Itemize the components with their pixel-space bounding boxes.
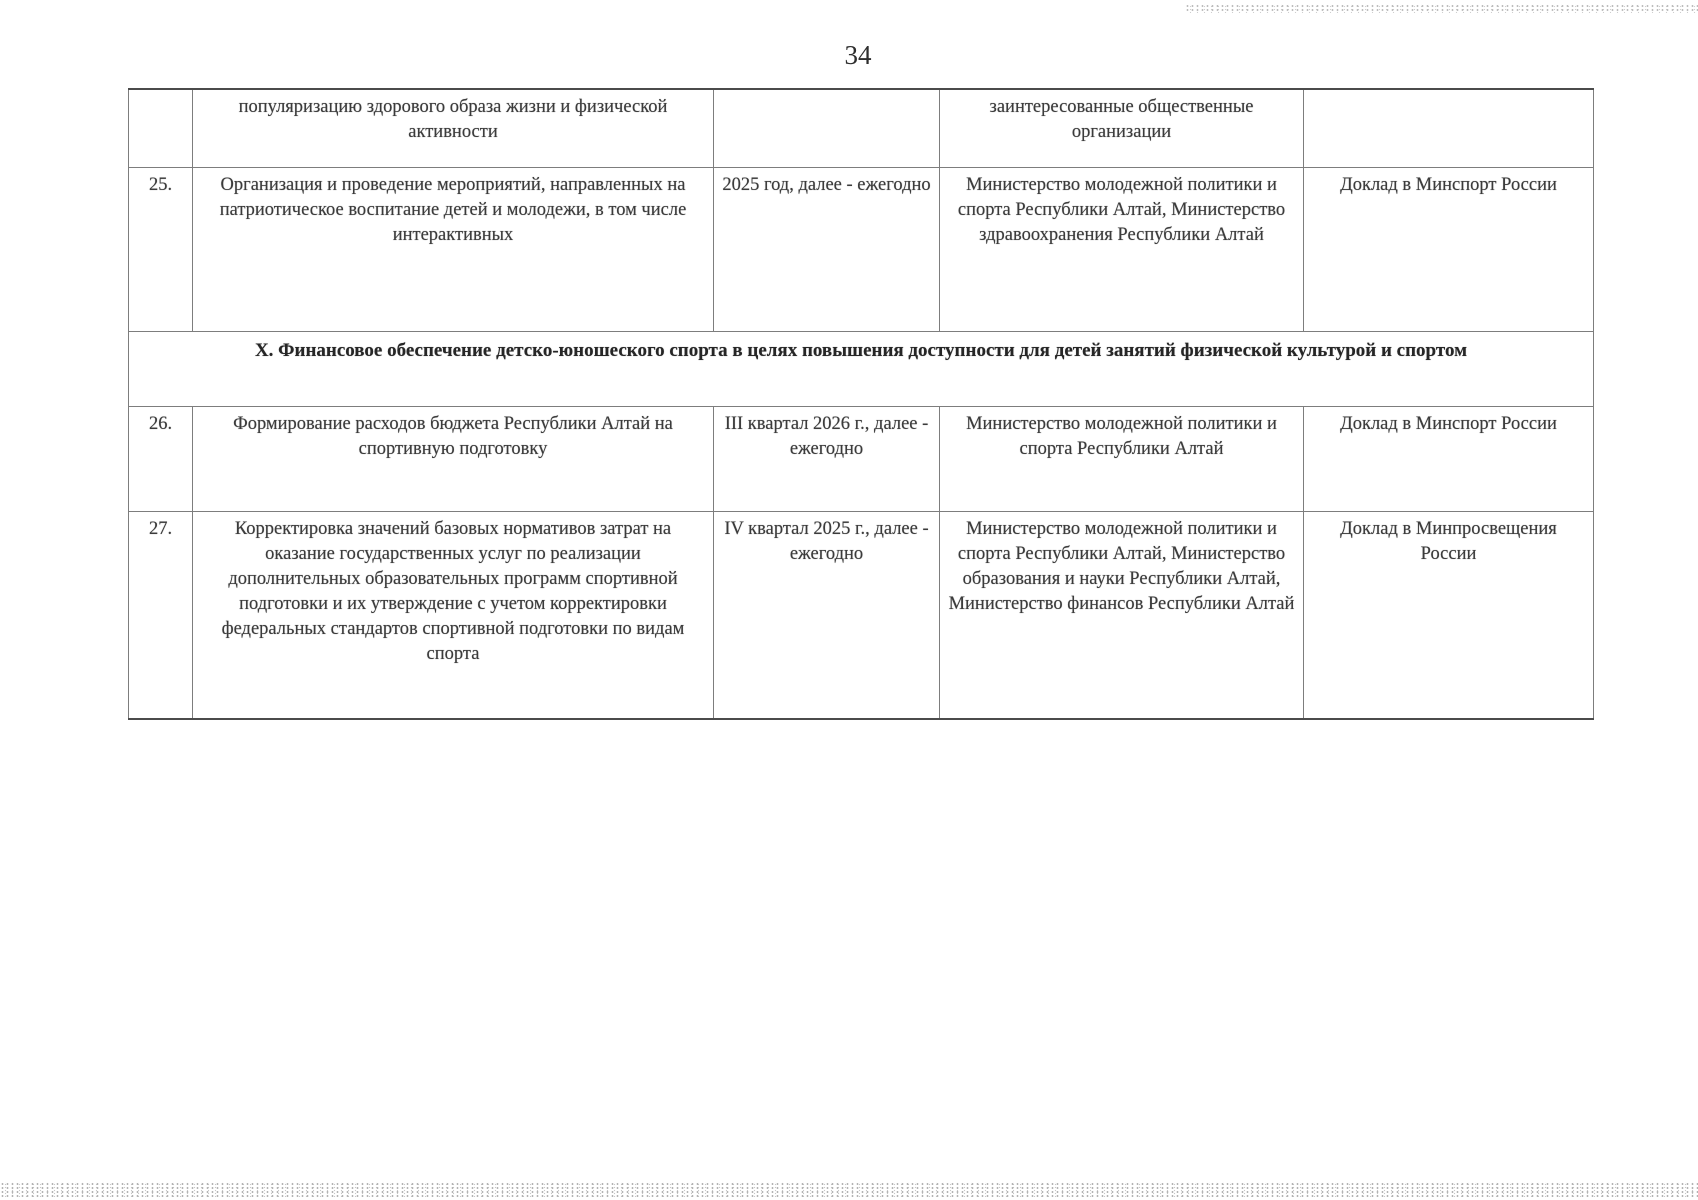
cell-number: [129, 89, 193, 167]
cell-activity: Корректировка значений базовых нормативов затрат на оказание государственных услуг по реализации дополнительных образовательных программ спортивной подготовки и их утверждение с учетом корректировки федеральных стандартов спортивной подготовки по видам спорта: [193, 511, 714, 719]
action-plan-table: [128, 88, 1594, 720]
cell-deadline: III квартал 2026 г., далее - ежегодно: [714, 406, 940, 511]
cell-deadline: 2025 год, далее - ежегодно: [714, 167, 940, 331]
cell-responsible: Министерство молодежной политики и спорта Республики Алтай: [940, 406, 1304, 511]
cell-number: 25.: [129, 167, 193, 331]
table-row: [129, 511, 1594, 719]
page-number: 34: [844, 40, 872, 70]
cell-report: [1304, 89, 1594, 167]
table-row: [129, 406, 1594, 511]
scan-artifact-bottom: [0, 1182, 1698, 1197]
cell-responsible: Министерство молодежной политики и спорта Республики Алтай, Министерство образования и науки Республики Алтай, Министерство финансов Республики Алтай: [940, 511, 1304, 719]
cell-activity: Формирование расходов бюджета Республики Алтай на спортивную подготовку: [193, 406, 714, 511]
cell-report: Доклад в Минпросвещения России: [1304, 511, 1594, 719]
cell-activity: популяризацию здорового образа жизни и физической активности: [193, 89, 714, 167]
cell-report: Доклад в Минспорт России: [1304, 406, 1594, 511]
scan-artifact-top: [1185, 4, 1698, 13]
cell-deadline: IV квартал 2025 г., далее - ежегодно: [714, 511, 940, 719]
cell-responsible: Министерство молодежной политики и спорта Республики Алтай, Министерство здравоохранения Республики Алтай: [940, 167, 1304, 331]
table-row: [129, 89, 1594, 167]
cell-activity: Организация и проведение мероприятий, направленных на патриотическое воспитание детей и молодежи, в том числе интерактивных: [193, 167, 714, 331]
table-row: [129, 167, 1594, 331]
section-title: X. Финансовое обеспечение детско-юношеского спорта в целях повышения доступности для детей занятий физической культурой и спортом: [129, 331, 1594, 406]
cell-responsible: заинтересованные общественные организации: [940, 89, 1304, 167]
section-header-row: [129, 331, 1594, 406]
cell-number: 27.: [129, 511, 193, 719]
cell-number: 26.: [129, 406, 193, 511]
cell-deadline: [714, 89, 940, 167]
cell-report: Доклад в Минспорт России: [1304, 167, 1594, 331]
